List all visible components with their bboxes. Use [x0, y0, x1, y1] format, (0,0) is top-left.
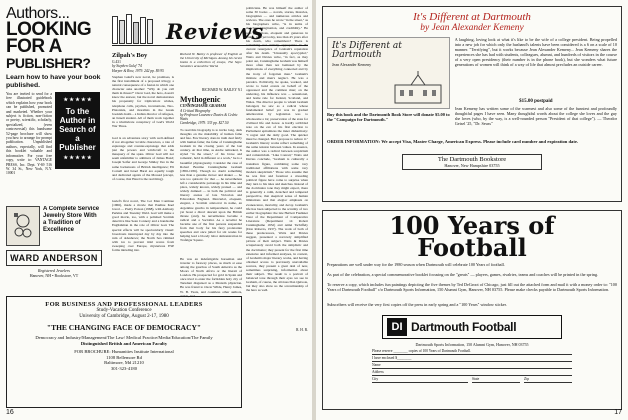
mythogenic-paragraph-1: To read this biography is to invite long, dark thoughts on the mutability of human fame and fate. Few literary dons in truth deal fairly with human fame; the fame of Cunninghame Graham in the closing years of the last century. At that time, as Andre remarked, is styled "in the street," of his brave and romantic, hold in different or a work," he is a beautiful physiognomy. Consider the case of Robert Bontine Cunninghame Graham (1856-1936). Though no doubt something less than a genuine mover and shaker — he was too quixotic for that — he nevertheless left a considerable patronage in his time and place, widely known, widely praised — and widely damned — in both the political and literary arenas of late Victorian and Edwardian England. Mercurial, eloquent, elegant, a Scottish aristocrat in name, an Argentine gaucho in temperament, he could yet boast a direct descent upon the British throne (and), he nevertheless became a radical and a Socialist. As a novelist he became one of the first persons suspended from that body for his fiery proletarian speeches and once jailed for six weeks for helping lead a bloody labor demonstration in Trafalgar Square. — [180, 127, 242, 243]
jewelry-illustration-icon — [11, 211, 35, 241]
page-number-right: 17 — [614, 409, 622, 416]
ward-anderson-logo: WARD ANDERSON — [10, 253, 98, 263]
biz-headline: FOR BUSINESS AND PROFESSIONAL LEADERS — [45, 301, 203, 308]
mythogenic-publisher: Cambridge, 1979. 333 pp. $27.50 — [180, 121, 229, 126]
order-form — [372, 349, 572, 384]
left-page — [0, 0, 312, 420]
zilpah-byline: by Stephen Gulef '74 — [112, 64, 142, 69]
ward-anderson-tagline: Registered Jewelers — [38, 268, 70, 273]
campus-drawing-icon — [391, 71, 445, 105]
zip-field[interactable]: Zip — [524, 377, 572, 383]
dartmouth-d-icon: DI — [387, 318, 407, 336]
biz-subhead: Study-Vacation Conference — [96, 308, 152, 313]
zilpah-paragraph-3: Gulef's first novel, The Lot Men Continue (1966), made a movie that Pauline Kael loved — Pretty Poison (1968), with Anthony Perkins and Tuesday Weld. Gad will make a good movie, too, with a polished Scottish detective like Sean Connery and a handsome Englishman in the role of Oliver Gad. The special effects will be spectacularly visual: broadcasts interrupted day by day into the ruin of sideshows; the North Sea rimmed with ice to prevent tidal waves from sweeping over Europe, mysterious ESP forms intruding into — [112, 198, 174, 253]
amount-enclosed-field[interactable]: I have enclosed $________ — [372, 356, 572, 362]
kemeny-byline: by Jean Alexander Kemeny — [420, 23, 524, 33]
publisher-headline: PUBLISHER? — [6, 55, 91, 71]
zilpah-paragraph-1: Stephen Gulef's new novel, he promises, is the first installment of a proposed trilogy, a natural consequence of a fusion in which one character asks another: "Why do you call them in threes?" Oscar Gad, the hero, doesn't know the answer, but the novel demonstrates his propensity for triplication: wishes, telephone calls, psyches, incarnations, Neo-Platonists, and moralists in the Greek bookish doubt... a Indian director of refugees, an Israeli student. All of them work together in a triumvirate conspiracy of Gad's World War Three. — [112, 74, 174, 129]
mythogenic-continued: politicians. He was himself the author of some 30 books — novels, stories, histories, biographies — and numerous articles and reviews. The ones he wrote "in the street," as his biographers write, "is in terms of sketches, imagination, and credibility." He was prodigious, eloquent and generous in praise. And yet today, less than 45 years after his death, who remembers? There is something not entirely appropriate in the current resurgence of Graham's reputation after his death. "Unusually apocryphal," Watts and Davies write, "in fact, as they point out, Cunninghame Graham was himself more often than not bemused by the implications of everything connected and by the irony of forgotten men." Graham's mixture and men's neglect. He was a paradox. Politically, he spoke, worked, and wrote to bend events on behalf of the oppressed and the common man; on the underdog, his influence was ... sensational, and home rule for Ireland, Scotland, and Wales. The director people to whom Graham belonged, he saw as a radical whose fundamental belief yet was in gradual amelioration by legislation was to wholesome a lot; preservation of the state for civilized life and honor. A hardly scribbled note on the eve of his first election to Parliament epitomizes the inner disharmony: "I regret and the daily good. The quicker must be changed. But I propose to reduce it." Graham's literary works reflect something of the same tension between values. In essence, the author was a radical between scepticism and romanticism. "Like Conrad," Watts and Davies conclude, "Graham is culturally a transition figure, combining some very traditional affiliations with some very modern skepticism." Those who assume that he was first and foremost a crusading political figure have come to surprise when they turn to his tales and sketches. Instead of the doctrinaire tone they might expect, there is generally a calm, detached and tempered perspective, that skeptical sense of human limitations and that elegiac emphasis on evanescence, mortality, and decay. Graham's life has been subjected to the scrutiny of two earlier biographies: the late Herbert Faulkner West of the Department of Comparative Literature (Department 14 Robert Cunninghame 1932) and Aimé Tschiffely (Don Roberto, 1937). The work of both of these predecessors, Watts and Davies suggest, presented a narrowly simplified picture of their subject. Watts & Davies scrupulously avoid both the simplistic and the doctrinaire; they present for the first time extensive and informed analyses, in context, of Graham's major literary works, and having obtained access to previously unavailable sources, they present a great deal of new, sometimes surprising, information about their subject. The result is a portrait of balanced tone through their eyes we see in Graham, of course, the obvious Don Quixote, but they also show us the screwmanship of the hero as well. — [246, 6, 308, 293]
ward-anderson-address: Hanover, NH • Bookstore, VT — [29, 273, 79, 278]
name-field[interactable]: Name — [372, 363, 572, 369]
football-headline-1: 100 Years of — [389, 211, 555, 240]
football-body-2: As part of the celebration, a special commemorative booklet focusing on the "greats" — players, games, rivalries, teams and coaches will be printed in the spring. — [327, 272, 599, 277]
mythogenic-subject: CUNNINGHAME GRAHAM — [180, 104, 227, 109]
biz-address-2: Baltimore, Md 21210 — [104, 360, 144, 366]
kemeny-order-info: ORDER INFORMATION: We accept Visa, Master Charge, American Express. Please include card number and expiration date. — [327, 139, 579, 144]
biz-phone: 301-323-4180 — [110, 365, 138, 371]
football-ad — [322, 210, 622, 410]
biz-brochure: FOR BROCHURE: Humanities Institute International — [74, 349, 174, 355]
zilpah-publisher: Harper & Row, 1979. 242 pp. $9.95 — [112, 68, 164, 73]
zilpah-code: G.431 — [112, 60, 121, 64]
address-field[interactable]: Address — [372, 370, 572, 376]
right-page — [316, 0, 628, 420]
reviews-title: Reviews — [166, 19, 264, 44]
stars-icon: ★ ★ ★ ★ ★ — [63, 97, 92, 103]
looking-headline: LOOKING — [6, 19, 92, 40]
kemeny-description: A laughing, loving look at what it's like to be the wife of a college president. Being propelled into a new job for which only the husband's talents have been considered is a 6 on a scale of 10 manner. "Terrifying", but it works because Jean Alexander Kemeny... Jean Kemeny shares the experiences she has had with students, colleagues, alumni, and hundreds of visitors in the course of a very open presidency (their number is in the phone book), but she wonders what future generations of women will think of a way of life that almost precludes an outside career. — [454, 37, 617, 67]
dartmouth-football-wordmark: Dartmouth Football — [411, 320, 517, 334]
kemeny-price: $15.00 postpaid — [519, 99, 553, 104]
mythogenic-subtitle: A Critical Biography — [180, 108, 211, 113]
authors-subhead: Learn how to have your book published. — [6, 74, 101, 89]
authors-body: You are invited to send for a free illustrated guidebook which explains how your book can be published, promoted and marketed. Whether your subject is fiction, non-fiction or poetry, scientific, scholarly, specialized, (even controversial) this handsome 52-page brochure will show you how to arrange for prompt publication. Unpublished authors, especially, will find this booklet valuable and informative. For your free copy, write to: VANTAGE PRESS, Inc. Dept. Y-69 516 W. 34 St., New York, N.Y. 10001 — [6, 92, 52, 176]
dartmouth-football-logo — [382, 315, 562, 339]
author-booklet-cover — [55, 92, 100, 169]
city-field[interactable]: City — [372, 377, 468, 383]
football-body-4: Subscribers will receive the very first copies off the press in early spring and a "100 Years" window sticker. — [327, 302, 507, 307]
business-leaders-ad — [6, 296, 242, 408]
mythogenic-reviewer: R. H. R. — [296, 328, 308, 332]
kemeny-quote: Jean Kemeny has written some of the warmest and also some of the funniest and profoundly thoughtful pages I have seen. Many thoughtful words about the college she loves and the guy she loves (who, by the way, is a well-rounded person "President of that college"). — Theodor Geisel '25, "Dr. Seuss" — [454, 106, 617, 126]
books-illustration-icon — [112, 14, 160, 44]
biz-theme: "THE CHANGING FACE OF DEMOCRACY" — [46, 323, 202, 332]
biz-location: University of Cambridge, August 2-17, 1980 — [79, 314, 169, 319]
kemeny-bookstore-donation: Buy this book and the Dartmouth Book Store will donate $5.00 to the "Campaign for Dartmouth." — [327, 112, 450, 123]
stars-icon: ★ ★ ★ ★ ★ — [63, 155, 92, 161]
ward-anderson-headline: A Complete Service Jewelry Store With a Tradition of Excellence — [43, 206, 100, 233]
biz-address-1: 1108 Bellemore Rd — [106, 354, 142, 360]
zilpah-paragraph-2: Gad is an adventure story with well-defined if not altogether lovable characters, a tale of espionage and counter-espionage that adds just the powers and witchcraft to the masquery of the spies. Oliver Gad will not seem unfamiliar to admirers of James Bond; Joseph Seifer and George Smiley live in the same backstreets of British intelligence; Eli Cornell and Israel Harel are equally tough and dedicated agents of the Mossad (except, of course, that Harel is the real thing). — [112, 135, 174, 181]
mythogenic-title: Mythogenic — [180, 95, 221, 105]
biz-topics: Democracy and Industry/Management/The Law/ Medical Practice/Media/Education/The Family — [35, 335, 213, 340]
for-a-headline: FOR A — [6, 36, 62, 57]
zilpah-title: Zilpah's Boy — [112, 52, 148, 59]
mythogenic-byline: by Professor Laurence Davies & Cedric Watts — [180, 112, 238, 122]
cover-author: Jean Alexander Kemeny — [332, 62, 372, 67]
booklet-title: To the Author in Search of a Publisher — [59, 107, 96, 152]
reserve-copies-field[interactable]: Please reserve ________ copies of 100 Years of Dartmouth Football. — [372, 349, 572, 355]
kemeny-book-ad — [322, 6, 622, 202]
football-body-3: To reserve a copy, which includes fun paintings depicting the five themes by Ted DeGroot of Chicago, just fill out the attached form and mail it with a money order to: "100 Years of Dartmouth Football" c/o Dartmouth Sports Information, 150 Alumni Gym, Hanover, NH 03755. Please make checks payable to Dartmouth Sports Information. — [327, 282, 617, 292]
book-cover-illustration — [327, 37, 450, 109]
zilpah-reviewer: RICHARD W. BAILEY '61 — [201, 88, 242, 92]
bookstore-address: Hanover, New Hampshire 03755 — [444, 163, 500, 168]
authors-ad — [6, 6, 102, 196]
kemeny-headline: It's Different at Dartmouth — [413, 11, 531, 23]
state-field[interactable]: State — [472, 377, 520, 383]
review-column-3 — [246, 6, 308, 342]
football-body-1: Preparations are well under way for the 1980 season when Dartmouth will celebrate 100 Years of football. — [327, 262, 505, 267]
jewelry-photo — [6, 206, 40, 246]
mythogenic-paragraph-2: He was an indefatigable horseman and traveler to faraway places, as much at ease among the gauchos of South America as the Moors of North Africa or the literati of London. He prospected for gold in Spain and once tried to enter the forbidden holy city of Tarudant disguised as a Moslem physician. He was friend to Oscar Wilde, Henry James, W. B. Yeats, and countless other authors, artists, and — [180, 256, 242, 298]
football-headline-2: Football — [417, 233, 527, 262]
cover-title: It's Different at Dartmouth — [332, 41, 402, 60]
page-number-left: 16 — [6, 409, 14, 416]
biz-faculty: Distinguished British and American Faculty — [80, 340, 168, 346]
authors-headline: Authors... — [6, 6, 70, 22]
order-form-address: Dartmouth Sports Information, 150 Alumni Gym, Hanover, NH 03755 — [415, 342, 529, 347]
ward-anderson-ad — [6, 206, 102, 286]
zilpah-reviewer-note: Richard W. Bailey is professor of English at the University of Michigan. Among his recent books is a collection of essays, The Sign: Semiotics around the World. — [180, 52, 242, 69]
bookstore-name: The Dartmouth Bookstore — [437, 156, 507, 163]
